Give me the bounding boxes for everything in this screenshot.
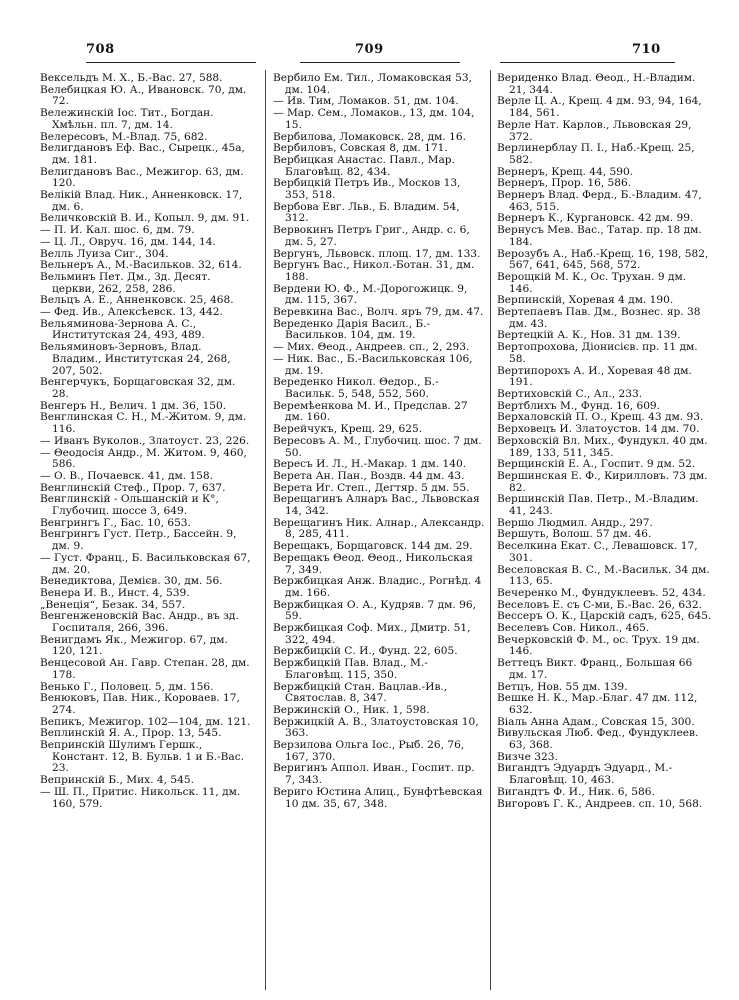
page-number-right: 710	[632, 42, 661, 57]
directory-entry: Вепикъ, Межигор. 102—104, дм. 121.	[40, 715, 251, 728]
directory-entry: Вепринскій Б., Мих. 4, 545.	[40, 774, 194, 787]
header-rule-right	[500, 62, 675, 63]
directory-entry: — Густ. Франц., Б. Васильковская 67, дм. 20.	[40, 551, 251, 576]
directory-entry: Вигандтъ Эдуардъ Эдуард., М.-Благовѣщ. 10, 463.	[497, 762, 673, 787]
directory-entry: Віаль Анна Адам., Совская 15, 300.	[497, 715, 695, 728]
column-right	[497, 73, 712, 810]
directory-entry: Верета Иг. Степ., Дегтяр. 5 дм. 55.	[273, 481, 470, 494]
directory-entry: Веригинъ Аппол. Иван., Госпит. пр. 7, 343.	[273, 762, 475, 787]
directory-entry: Вербицкая Анастас. Павл., Мар. Благовѣщ. 82, 434.	[273, 153, 455, 178]
directory-entry: Вержбицкая Анж. Владис., Рогнѣд. 4 дм. 166.	[273, 575, 482, 599]
directory-entry: Венгенженовскій Вас. Андр., въ зд. Госпиталя, 266, 396.	[40, 610, 239, 635]
directory-entry: Вержбицкая О. А., Кудряв. 7 дм. 96, 59.	[273, 598, 476, 623]
directory-entry: Вербова Евг. Льв., Б. Владим. 54, 312.	[273, 200, 460, 225]
directory-entry: Велигдановъ Еф. Вас., Сырецк., 45а, дм. 181.	[40, 142, 245, 166]
directory-entry: Вельминъ Пет. Дм., Зд. Десят. церкви, 262, 258, 286.	[40, 270, 211, 295]
directory-entry: Вершинская Е. Ф., Кирилловъ. 73 дм. 82.	[497, 469, 708, 494]
header-rule-middle	[300, 62, 460, 63]
directory-entry: Веселовская В. С., М.-Васильк. 34 дм. 113, 65.	[497, 563, 710, 588]
directory-entry: Вельяминовъ-Зерновъ, Влад. Владим., Институтская 24, 268, 207, 502.	[40, 341, 231, 377]
directory-entry: Велікій Влад. Ник., Анненковск. 17, дм. 6.	[40, 189, 243, 213]
directory-entry: Вересовъ А. М., Глубочиц. шос. 7 дм. 50.	[273, 434, 482, 459]
directory-entry: Верещагинъ Ник. Алнар., Александр. 8, 285, 411.	[273, 516, 485, 541]
directory-entry: — Θеодосія Андр., М. Житом. 9, 460, 586.	[40, 446, 247, 471]
directory-entry: Вершуть, Волош. 57 дм. 46.	[497, 528, 652, 541]
directory-entry: Верпинскій, Хоревая 4 дм. 190.	[497, 294, 674, 307]
directory-entry: Верозубъ А., Наб.-Крещ. 16, 198, 582, 567, 641, 645, 568, 572.	[497, 247, 709, 272]
column-divider-1	[265, 70, 266, 990]
directory-entry: Величковскій В. И., Копыл. 9, дм. 91.	[40, 212, 250, 225]
directory-entry: Вессеръ О. К., Царскій садъ, 625, 645.	[497, 610, 712, 623]
directory-entry: Венюковъ, Пав. Ник., Короваев. 17, 274.	[40, 692, 240, 716]
directory-entry: — П. И. Кал. шос. 6, дм. 79.	[40, 224, 195, 237]
directory-entry: Вербиловъ, Совская 8, дм. 171.	[273, 142, 448, 155]
directory-entry: Вернусъ Мев. Вас., Татар. пр. 18 дм. 184.	[497, 224, 702, 248]
directory-entry: Вернеръ, Прор. 16, 586.	[497, 177, 632, 190]
directory-entry: Венглинская С. Н., М.-Житом. 9, дм. 116.	[40, 411, 247, 436]
directory-entry: Венигдамъ Як., Межигор. 67, дм. 120, 121.	[40, 633, 228, 658]
directory-entry: Венглинскій - Ольшанскій и К°, Глубочиц. шоссе 3, 649.	[40, 493, 219, 518]
directory-entry: Вергунъ, Львовск. площ. 17, дм. 133.	[273, 247, 481, 260]
directory-entry: — Иванъ Вуколов., Златоуст. 23, 226.	[40, 434, 250, 447]
directory-entry: Веревкина Вас., Волч. яръ 79, дм. 47.	[273, 306, 484, 319]
directory-entry: Вигоровъ Г. К., Андреев. сп. 10, 568.	[497, 797, 703, 810]
directory-entry: Верзилова Ольга Іос., Рыб. 26, 76, 167, 370.	[273, 739, 465, 763]
directory-entry: „Венеція“, Безак. 34, 557.	[40, 598, 186, 611]
directory-entry: Вержинскій О., Ник. 1, 598.	[273, 703, 430, 716]
directory-entry: Верле Ц. А., Крещ. 4 дм. 93, 94, 164, 184, 561.	[497, 95, 702, 120]
directory-entry: — Фед. Ив., Алексѣевск. 13, 442.	[40, 306, 223, 319]
directory-entry: Веригo Юстина Алиц., Бунфтѣевская 10 дм. 35, 67, 348.	[273, 785, 483, 810]
directory-entry: Вельяминова-Зернова А. С., Институтская 24, 493, 489.	[40, 317, 205, 342]
page-number-middle: 709	[355, 42, 384, 57]
directory-entry: Вешке Н. К., Мар.-Благ. 47 дм. 112, 632.	[497, 692, 698, 716]
directory-entry: Велигдановъ Вас., Межигор. 63, дм. 120.	[40, 165, 244, 190]
directory-entry: Веремѣенкова М. И., Предслав. 27 дм. 160.	[273, 399, 468, 424]
directory-entry: Верхаловскій П. О., Крещ. 43 дм. 93.	[497, 411, 704, 424]
directory-entry: Верле Нат. Карлов., Львовская 29, 372.	[497, 118, 692, 143]
directory-entry: Венгерчукъ, Борщаговская 32, дм. 28.	[40, 376, 236, 400]
directory-entry: Вердени Ю. Ф., М.-Дорогожицк. 9, дм. 115, 367.	[273, 282, 468, 307]
directory-entry: — Мар. Сем., Ломаков., 13, дм. 104, 15.	[273, 107, 475, 131]
directory-entry: Верещакъ Θеод. Θеод., Никольская 7, 349.	[273, 551, 473, 576]
directory-entry: Верейчукъ, Крещ. 29, 625.	[273, 423, 423, 436]
directory-entry: Верещакъ, Борщаговск. 144 дм. 29.	[273, 540, 473, 553]
directory-entry: Вержбицкій С. И., Фунд. 22, 605.	[273, 645, 458, 658]
column-divider-2	[490, 70, 491, 990]
directory-entry: Вернеръ К., Кургановск. 42 дм. 99.	[497, 212, 694, 225]
directory-entry: Вербицкій Петръ Ив., Москов 13, 353, 518.	[273, 177, 461, 202]
directory-entry: Верещагинъ Алнаръ Вас., Львовская 14, 342.	[273, 493, 480, 518]
directory-entry: Венедиктова, Демієв. 30, дм. 56.	[40, 575, 223, 588]
directory-entry: — Ив. Тим, Ломаков. 51, дм. 104.	[273, 95, 459, 108]
directory-entry: — Ш. П., Притис. Никольск. 11, дм. 160, 579.	[40, 785, 241, 810]
page-number-left: 708	[86, 42, 115, 57]
directory-entry: Венгрингъ Г., Бас. 10, 653.	[40, 516, 191, 529]
directory-entry: Ветцъ, Нов. 55 дм. 139.	[497, 680, 628, 693]
directory-entry: Венера И. В., Инст. 4, 539.	[40, 586, 190, 599]
directory-entry: Веселевъ Сов. Никол., 465.	[497, 622, 650, 635]
directory-entry: Веселовъ Е. съ С-ми, Б.-Вас. 26, 632.	[497, 598, 702, 611]
directory-entry: Верета Ан. Пан., Воздв. 44 дм. 43.	[273, 469, 465, 482]
directory-entry: — Ц. Л., Овруч. 16, дм. 144, 14.	[40, 235, 216, 248]
directory-entry: Вертопрохова, Діонисієв. пр. 11 дм. 58.	[497, 341, 698, 365]
directory-entry: Вертблихъ М., Фунд. 16, 609.	[497, 399, 661, 412]
directory-entry: Вертипорохъ А. И., Хоревая 48 дм. 191.	[497, 364, 692, 389]
directory-entry: Велересовъ, М.-Влад. 75, 682.	[40, 130, 208, 143]
directory-entry: Вериденко Влад. Θеод., Н.-Владим. 21, 344.	[497, 72, 696, 96]
directory-entry: Вержбицкій Пав. Влад., М.-Благовѣщ. 115, 350.	[273, 657, 428, 681]
directory-entry: Веплинскій Я. А., Прор. 13, 545.	[40, 727, 222, 740]
directory-entry: Вербило Ем. Тил., Ломаковская 53, дм. 104.	[273, 72, 472, 96]
directory-entry: Велль Луиза Сиг., 304.	[40, 247, 169, 260]
directory-entry: Вервокинъ Петръ Григ., Андр. с. 6, дм. 5, 27.	[273, 224, 470, 248]
directory-entry: Вержбицкая Соф. Мих., Дмитр. 51, 322, 494.	[273, 622, 471, 646]
directory-entry: Вержицкій А. В., Златоустовская 10, 363.	[273, 715, 479, 740]
directory-entry: — Мих. Θеод., Андреев. сп., 2, 293.	[273, 341, 470, 354]
directory-entry: Верховецъ И. Златоустов. 14 дм. 70.	[497, 423, 700, 436]
directory-entry: Вертецкій А. К., Нов. 31 дм. 139.	[497, 329, 681, 342]
directory-entry: Визче 323.	[497, 750, 558, 763]
directory-entry: Венцесовой Ан. Гавр. Степан. 28, дм. 178.	[40, 657, 250, 681]
column-left	[40, 73, 252, 810]
directory-entry: Вершо Людмил. Андр., 297.	[497, 516, 653, 529]
directory-entry: Вертиховскій С., Ал., 233.	[497, 387, 643, 400]
directory-entry: Верщинскій Е. А., Госпит. 9 дм. 52.	[497, 458, 696, 471]
directory-entry: Вигандтъ Ф. И., Ник. 6, 586.	[497, 785, 655, 798]
directory-entry: Вереденко Никол. Θедор., Б.-Васильк. 5, 548, 552, 560.	[273, 376, 439, 400]
directory-entry: Вернеръ Влад. Ферд., Б.-Владим. 47, 463, 515.	[497, 189, 702, 213]
directory-entry: Веттецъ Викт. Франц., Большая 66 дм. 17.	[497, 657, 693, 681]
directory-entry: Вележинскій Іос. Тит., Богдан. Хмѣльн. пл. 7, дм. 14.	[40, 107, 214, 131]
directory-entry: Веселкина Екат. С., Левашовск. 17, 301.	[497, 540, 698, 564]
directory-entry: Вивульская Люб. Фед., Фундуклеев. 63, 368.	[497, 727, 699, 752]
directory-entry: Верховскій Вл. Мих., Фундукл. 40 дм. 189, 133, 511, 345.	[497, 434, 708, 459]
directory-entry: Вельнеръ А., М.-Васильков. 32, 614.	[40, 259, 242, 272]
directory-entry: Вернеръ, Крещ. 44, 590.	[497, 165, 634, 178]
directory-entry: Вексельдъ М. Х., Б.-Вас. 27, 588.	[40, 72, 223, 84]
directory-entry: Венглинскій Стеф., Прор. 7, 637.	[40, 481, 226, 494]
directory-entry: Венько Г., Половец. 5, дм. 156.	[40, 680, 214, 693]
column-middle	[273, 73, 485, 810]
directory-entry: Верощкій М. К., Ос. Трухан. 9 дм. 146.	[497, 270, 687, 295]
header-rule-left	[86, 62, 256, 63]
directory-entry: Вечерковскій Ф. М., ос. Трух. 19 дм. 146.	[497, 633, 700, 658]
directory-entry: — О. В., Почаевск. 41, дм. 158.	[40, 469, 214, 482]
directory-entry: Вергунъ Вас., Никол.-Ботан. 31, дм. 188.	[273, 259, 475, 283]
directory-entry: Вепринскій Шулимъ Гершк., Констант. 12, В. Бульв. 1 и Б.-Вас. 23.	[40, 739, 245, 775]
directory-entry: Венгрингъ Густ. Петр., Бассейн. 9, дм. 9.	[40, 528, 237, 553]
directory-entry: Верлинерблау П. І., Наб.-Крещ. 25, 582.	[497, 142, 695, 166]
directory-entry: Вечеренко М., Фундуклеевъ. 52, 434.	[497, 586, 706, 599]
directory-entry: Вербилова, Ломаковск. 28, дм. 16.	[273, 130, 466, 143]
directory-entry: Вельцъ А. Е., Анненковск. 25, 468.	[40, 294, 234, 307]
directory-entry: Велебицкая Ю. А., Ивановск. 70, дм. 72.	[40, 83, 247, 108]
directory-entry: — Ник. Вас., Б.-Васильковская 106, дм. 19.	[273, 352, 473, 377]
directory-entry: Вертепаевъ Пав. Дм., Вознес. яр. 38 дм. 43.	[497, 306, 701, 330]
directory-entry: Вереденко Дарія Васил., Б.-Васильков. 104, дм. 19.	[273, 317, 431, 342]
directory-entry: Венгеръ Н., Велич. 1 дм. 36, 150.	[40, 399, 227, 412]
directory-entry: Вершинскій Пав. Петр., М.-Владим. 41, 243.	[497, 493, 699, 518]
directory-entry: Вержбицкій Стан. Вацлав.-Ив., Святослав. 8, 347.	[273, 680, 448, 705]
directory-entry: Вересъ И. Л., Н.-Макар. 1 дм. 140.	[273, 458, 467, 471]
